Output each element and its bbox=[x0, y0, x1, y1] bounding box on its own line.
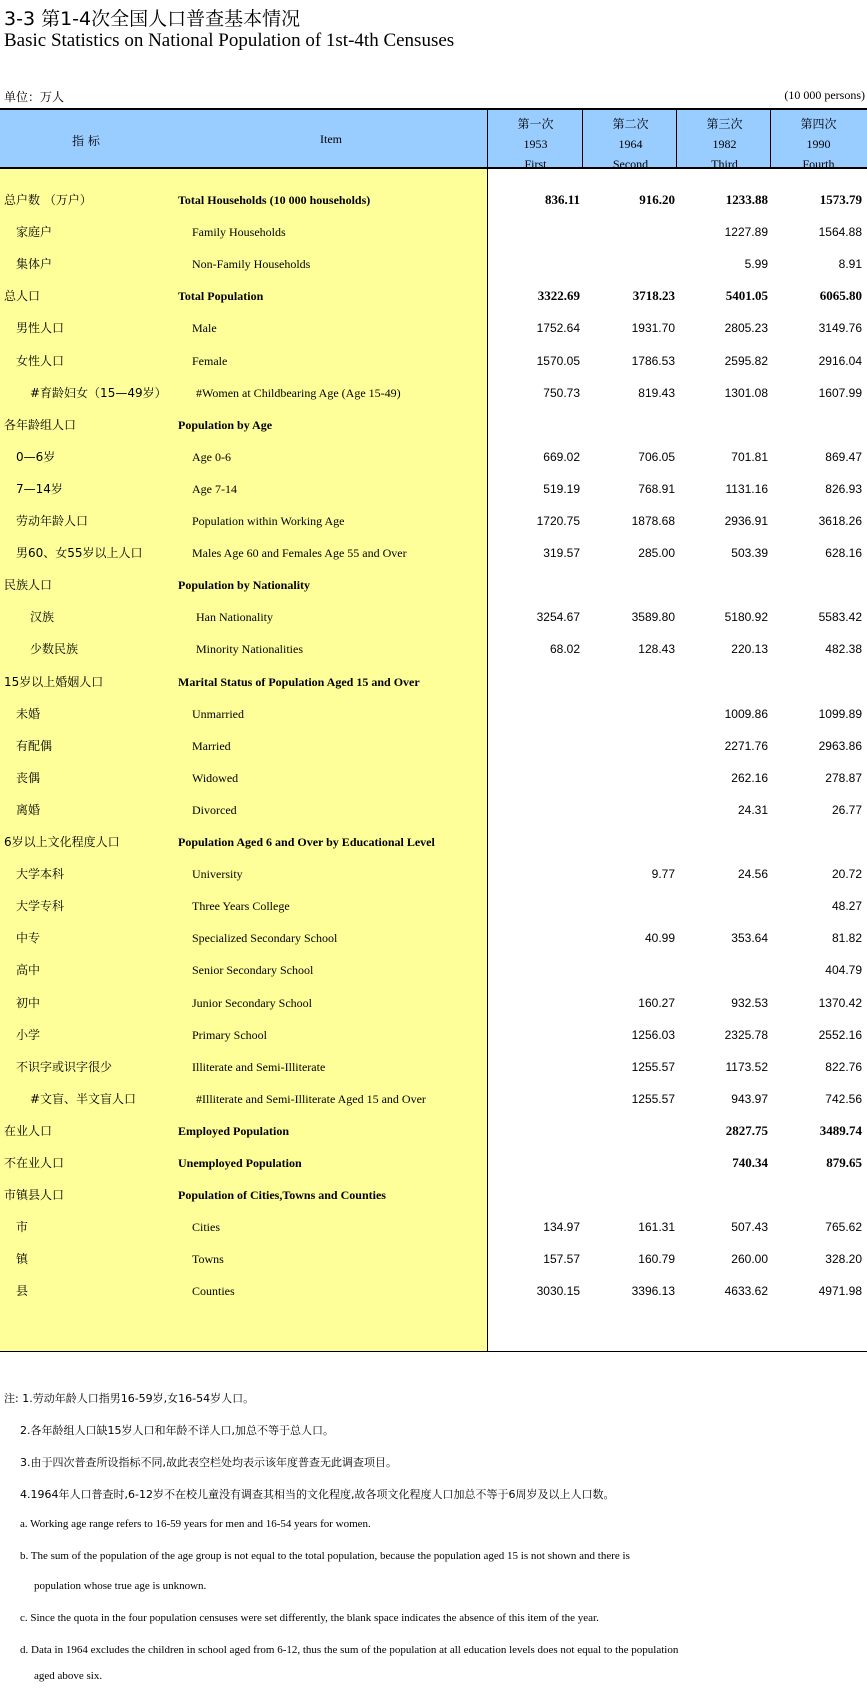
row-label-chinese: 高中 bbox=[16, 963, 41, 978]
row-label-english: Male bbox=[192, 321, 217, 336]
page-title-chinese: 3-3 第1-4次全国人口普查基本情况 bbox=[4, 8, 301, 30]
row-value: 9.77 bbox=[651, 867, 675, 882]
row-label-english: Total Population bbox=[178, 289, 264, 304]
table-row bbox=[0, 254, 867, 274]
column-divider bbox=[582, 108, 583, 169]
row-label-english: Males Age 60 and Females Age 55 and Over bbox=[192, 546, 407, 561]
table-row bbox=[0, 1153, 867, 1173]
row-label-chinese: 民族人口 bbox=[4, 578, 53, 593]
table-row bbox=[0, 1185, 867, 1205]
table-row bbox=[0, 864, 867, 884]
row-value: 1720.75 bbox=[536, 514, 580, 528]
row-label-chinese: 丧偶 bbox=[16, 770, 41, 785]
row-value: 2916.04 bbox=[818, 353, 862, 368]
row-value: 160.27 bbox=[638, 995, 675, 1010]
row-label-chinese: 县 bbox=[16, 1284, 29, 1299]
row-label-english: Minority Nationalities bbox=[196, 642, 303, 657]
row-value: 1301.08 bbox=[724, 385, 768, 400]
row-label-chinese: 0—6岁 bbox=[16, 449, 56, 464]
row-label-chinese: 中专 bbox=[16, 931, 41, 946]
row-label-english: Junior Secondary School bbox=[192, 995, 312, 1010]
row-label-english: Specialized Secondary School bbox=[192, 931, 338, 946]
row-label-english: Population Aged 6 and Over by Educational Level bbox=[178, 835, 435, 849]
note-3: 3.由于四次普查所设指标不同,故此表空栏处均表示该年度普查无此调查项目。 bbox=[20, 1456, 397, 1469]
header-col-en: Third bbox=[711, 157, 738, 171]
row-value: 262.16 bbox=[731, 770, 768, 785]
row-value: 5401.05 bbox=[725, 288, 768, 304]
row-value: 765.62 bbox=[825, 1220, 862, 1235]
row-value: 482.38 bbox=[825, 642, 862, 657]
table-row bbox=[0, 704, 867, 724]
header-col-en: First bbox=[524, 157, 547, 171]
row-value: 285.00 bbox=[638, 546, 675, 561]
row-value: 826.93 bbox=[825, 481, 862, 496]
table-row bbox=[0, 1057, 867, 1077]
row-value: 161.31 bbox=[638, 1220, 675, 1235]
row-value: 353.64 bbox=[731, 931, 768, 946]
row-label-chinese: 离婚 bbox=[16, 802, 41, 817]
row-value: 879.65 bbox=[826, 1155, 862, 1170]
row-value: 1255.57 bbox=[631, 1091, 675, 1106]
row-value: 81.82 bbox=[831, 931, 862, 946]
row-label-chinese: 少数民族 bbox=[30, 642, 79, 657]
row-value: 24.31 bbox=[737, 802, 768, 817]
row-label-chinese: 7—14岁 bbox=[16, 481, 63, 496]
row-value: 128.43 bbox=[638, 642, 675, 657]
row-value: 20.72 bbox=[831, 867, 862, 882]
table-row bbox=[0, 190, 867, 210]
header-col-en: Fourth bbox=[802, 157, 835, 171]
row-value: 1227.89 bbox=[724, 225, 768, 240]
row-value: 916.20 bbox=[639, 192, 675, 207]
table-row bbox=[0, 832, 867, 852]
row-value: 404.79 bbox=[825, 963, 862, 978]
row-value: 706.05 bbox=[638, 449, 675, 464]
note-1: 注: 1.劳动年龄人口指男16-59岁,女16-54岁人口。 bbox=[4, 1392, 255, 1405]
row-label-chinese: 总人口 bbox=[4, 289, 41, 304]
table-row bbox=[0, 993, 867, 1013]
row-label-chinese: 总户数 （万户） bbox=[4, 193, 92, 207]
table-row bbox=[0, 1249, 867, 1269]
row-value: 24.56 bbox=[737, 867, 768, 882]
row-value: 4633.62 bbox=[724, 1284, 768, 1299]
row-label-english: Population by Age bbox=[178, 417, 273, 432]
table-row bbox=[0, 1281, 867, 1301]
row-value: 5583.42 bbox=[818, 610, 862, 625]
header-col-1953 bbox=[488, 114, 583, 174]
row-value: 328.20 bbox=[825, 1252, 862, 1267]
row-value: 1099.89 bbox=[818, 706, 862, 721]
header-col-en: Second bbox=[612, 157, 649, 171]
row-label-english: Unemployed Population bbox=[178, 1156, 302, 1170]
row-value: 4971.98 bbox=[818, 1284, 862, 1299]
row-value: 507.43 bbox=[731, 1220, 768, 1235]
row-label-chinese: #文盲、半文盲人口 bbox=[30, 1091, 137, 1106]
row-label-english: Han Nationality bbox=[196, 610, 273, 625]
note-b-cont: population whose true age is unknown. bbox=[34, 1580, 207, 1592]
row-value: 519.19 bbox=[543, 481, 580, 496]
table-row bbox=[0, 1121, 867, 1141]
row-value: 1173.52 bbox=[725, 1059, 768, 1074]
row-label-english: Three Years College bbox=[192, 899, 290, 914]
row-label-english: Age 7-14 bbox=[192, 481, 237, 496]
census-table bbox=[0, 108, 867, 1351]
row-value: 819.43 bbox=[638, 385, 675, 400]
row-value: 701.81 bbox=[731, 449, 768, 464]
row-label-english: Towns bbox=[192, 1252, 224, 1267]
row-label-english: Widowed bbox=[192, 770, 239, 785]
row-label-chinese: 男60、女55岁以上人口 bbox=[16, 546, 143, 561]
row-value: 2552.16 bbox=[818, 1027, 862, 1042]
row-label-english: Family Households bbox=[192, 225, 286, 240]
row-label-chinese: 小学 bbox=[16, 1027, 41, 1042]
row-label-english: Married bbox=[192, 738, 231, 753]
unit-label-english: (10 000 persons) bbox=[784, 88, 865, 102]
header-indicator: 指 标 bbox=[72, 134, 100, 148]
row-value: 1931.70 bbox=[631, 321, 675, 336]
row-label-english: Population of Cities,Towns and Counties bbox=[178, 1188, 386, 1203]
row-value: 157.57 bbox=[543, 1252, 580, 1267]
row-value: 2271.76 bbox=[724, 738, 768, 753]
row-label-chinese: 在业人口 bbox=[4, 1123, 53, 1138]
header-col-year: 1982 bbox=[712, 137, 737, 151]
row-value: 40.99 bbox=[644, 931, 675, 946]
note-a: a. Working age range refers to 16-59 years for men and 16-54 years for women. bbox=[20, 1518, 371, 1530]
note-c: c. Since the quota in the four population censuses were set differently, the blank space indicates the absence of this item of the year. bbox=[20, 1612, 599, 1624]
header-col-cn: 第三次 bbox=[706, 117, 743, 131]
row-value: 26.77 bbox=[831, 802, 862, 817]
row-label-chinese: 大学专科 bbox=[16, 899, 65, 914]
row-label-chinese: 未婚 bbox=[16, 706, 41, 721]
table-row bbox=[0, 768, 867, 788]
row-label-chinese: 不识字或识字很少 bbox=[16, 1059, 113, 1074]
table-row bbox=[0, 1217, 867, 1237]
row-label-chinese: 镇 bbox=[16, 1252, 29, 1267]
table-row bbox=[0, 672, 867, 692]
row-label-english: Counties bbox=[192, 1284, 235, 1299]
row-label-english: Non-Family Households bbox=[192, 257, 311, 272]
row-value: 2936.91 bbox=[724, 514, 768, 528]
row-label-chinese: 劳动年龄人口 bbox=[16, 514, 89, 528]
note-2: 2.各年龄组人口缺15岁人口和年龄不详人口,加总不等于总人口。 bbox=[20, 1424, 334, 1437]
table-row bbox=[0, 415, 867, 435]
table-row bbox=[0, 607, 867, 627]
table-row bbox=[0, 383, 867, 403]
row-label-chinese: 各年龄组人口 bbox=[4, 417, 77, 432]
row-value: 3589.80 bbox=[631, 610, 675, 625]
row-value: 1570.05 bbox=[536, 353, 580, 368]
row-value: 2827.75 bbox=[725, 1122, 768, 1138]
row-value: 1256.03 bbox=[631, 1027, 675, 1042]
column-divider bbox=[676, 108, 677, 169]
row-value: 2963.86 bbox=[818, 738, 862, 753]
table-row bbox=[0, 960, 867, 980]
table-row bbox=[0, 800, 867, 820]
row-value: 3618.26 bbox=[818, 514, 862, 528]
row-value: 1564.88 bbox=[818, 225, 862, 240]
table-header bbox=[0, 108, 867, 169]
row-label-chinese: #育龄妇女（15—49岁） bbox=[30, 385, 167, 400]
row-label-chinese: 汉族 bbox=[30, 610, 55, 625]
row-value: 220.13 bbox=[731, 642, 768, 657]
table-row bbox=[0, 318, 867, 338]
row-value: 6065.80 bbox=[819, 288, 862, 304]
table-row bbox=[0, 447, 867, 467]
table-row bbox=[0, 896, 867, 916]
row-label-english: Senior Secondary School bbox=[192, 963, 314, 978]
row-label-english: University bbox=[192, 867, 243, 882]
row-label-chinese: 市镇县人口 bbox=[4, 1188, 65, 1203]
header-col-year: 1964 bbox=[618, 137, 643, 151]
table-row bbox=[0, 511, 867, 531]
row-value: 1786.53 bbox=[631, 353, 675, 368]
row-value: 3322.69 bbox=[537, 288, 580, 304]
row-value: 134.97 bbox=[543, 1220, 580, 1235]
row-label-chinese: 不在业人口 bbox=[4, 1156, 65, 1170]
row-label-chinese: 6岁以上文化程度人口 bbox=[4, 835, 120, 849]
row-value: 68.02 bbox=[549, 642, 580, 657]
row-label-english: Population within Working Age bbox=[192, 514, 345, 528]
header-col-cn: 第二次 bbox=[612, 117, 649, 131]
row-value: 742.56 bbox=[825, 1091, 862, 1106]
table-row bbox=[0, 1025, 867, 1045]
row-value: 750.73 bbox=[543, 385, 580, 400]
row-value: 278.87 bbox=[825, 770, 862, 785]
row-value: 669.02 bbox=[543, 449, 580, 464]
row-label-chinese: 有配偶 bbox=[16, 738, 53, 753]
unit-label-chinese: 单位：万人 bbox=[4, 90, 65, 104]
row-value: 1255.57 bbox=[631, 1059, 675, 1074]
row-label-chinese: 大学本科 bbox=[16, 867, 65, 882]
row-label-chinese: 家庭户 bbox=[16, 225, 53, 240]
header-col-cn: 第四次 bbox=[800, 117, 837, 131]
table-row bbox=[0, 928, 867, 948]
page-title-english: Basic Statistics on National Population of 1st-4th Censuses bbox=[4, 30, 455, 51]
note-d: d. Data in 1964 excludes the children in school aged from 6-12, thus the sum of the population at all education levels does not equal to the population bbox=[20, 1644, 679, 1656]
table-row bbox=[0, 639, 867, 659]
row-value: 1607.99 bbox=[818, 385, 862, 400]
row-value: 1233.88 bbox=[725, 192, 768, 207]
row-value: 740.34 bbox=[732, 1155, 768, 1170]
row-value: 48.27 bbox=[831, 899, 862, 914]
row-value: 628.16 bbox=[825, 546, 862, 561]
table-row bbox=[0, 1089, 867, 1109]
row-value: 1573.79 bbox=[819, 192, 862, 207]
row-label-english: #Illiterate and Semi-Illiterate Aged 15 and Over bbox=[196, 1091, 426, 1106]
row-label-english: Primary School bbox=[192, 1027, 267, 1042]
row-value: 822.76 bbox=[825, 1059, 862, 1074]
row-value: 932.53 bbox=[731, 995, 768, 1010]
row-value: 8.91 bbox=[838, 257, 862, 272]
row-label-english: Unmarried bbox=[192, 706, 244, 721]
header-col-1964 bbox=[583, 114, 678, 174]
header-col-1990 bbox=[771, 114, 866, 174]
header-col-year: 1953 bbox=[523, 137, 548, 151]
row-value: 1131.16 bbox=[725, 481, 768, 496]
row-label-english: Illiterate and Semi-Illiterate bbox=[192, 1059, 326, 1074]
row-value: 160.79 bbox=[638, 1252, 675, 1267]
row-value: 3149.76 bbox=[818, 321, 862, 336]
table-row bbox=[0, 351, 867, 371]
header-col-1982 bbox=[677, 114, 772, 174]
table-row bbox=[0, 222, 867, 242]
row-label-english: Population by Nationality bbox=[178, 578, 311, 593]
row-value: 768.91 bbox=[638, 481, 675, 496]
row-label-english: #Women at Childbearing Age (Age 15-49) bbox=[196, 385, 401, 400]
row-label-chinese: 15岁以上婚姻人口 bbox=[4, 674, 104, 689]
table-row bbox=[0, 543, 867, 563]
row-value: 3718.23 bbox=[632, 288, 675, 304]
row-value: 3030.15 bbox=[536, 1284, 580, 1299]
row-label-english: Cities bbox=[192, 1220, 221, 1235]
row-value: 2595.82 bbox=[724, 353, 768, 368]
row-label-english: Marital Status of Population Aged 15 and Over bbox=[178, 674, 420, 689]
row-value: 1752.64 bbox=[536, 321, 580, 336]
row-value: 503.39 bbox=[731, 546, 768, 561]
note-d-cont: aged above six. bbox=[34, 1670, 103, 1682]
row-label-chinese: 初中 bbox=[16, 995, 41, 1010]
row-label-english: Total Households (10 000 households) bbox=[178, 193, 371, 207]
row-label-english: Age 0-6 bbox=[192, 449, 231, 464]
table-row bbox=[0, 575, 867, 595]
table-row bbox=[0, 479, 867, 499]
header-col-cn: 第一次 bbox=[517, 117, 554, 131]
row-value: 1009.86 bbox=[724, 706, 768, 721]
row-value: 836.11 bbox=[544, 192, 580, 207]
column-divider bbox=[770, 108, 771, 169]
row-value: 1370.42 bbox=[818, 995, 862, 1010]
row-value: 3254.67 bbox=[536, 610, 580, 625]
row-value: 3396.13 bbox=[631, 1284, 675, 1299]
table-row bbox=[0, 286, 867, 306]
label-column-background bbox=[0, 169, 487, 1351]
row-label-chinese: 女性人口 bbox=[16, 353, 65, 368]
row-value: 260.00 bbox=[731, 1252, 768, 1267]
note-4: 4.1964年人口普查时,6-12岁不在校儿童没有调查其相当的文化程度,故各项文化程度人口加总不等于6周岁及以上人口数。 bbox=[20, 1488, 615, 1501]
header-item: Item bbox=[320, 132, 342, 146]
note-b: b. The sum of the population of the age group is not equal to the total population, because the population aged 15 is not shown and there is bbox=[20, 1550, 630, 1562]
row-label-english: Female bbox=[192, 353, 228, 368]
header-col-year: 1990 bbox=[806, 137, 831, 151]
row-value: 5.99 bbox=[744, 257, 768, 272]
row-label-english: Employed Population bbox=[178, 1123, 290, 1138]
row-value: 943.97 bbox=[731, 1091, 768, 1106]
row-label-english: Divorced bbox=[192, 802, 237, 817]
row-value: 869.47 bbox=[825, 449, 862, 464]
row-value: 2805.23 bbox=[724, 321, 768, 336]
row-label-chinese: 市 bbox=[16, 1220, 29, 1235]
row-value: 1878.68 bbox=[631, 514, 675, 528]
row-value: 5180.92 bbox=[724, 610, 768, 625]
row-value: 3489.74 bbox=[819, 1122, 862, 1138]
row-value: 319.57 bbox=[543, 546, 580, 561]
row-label-chinese: 男性人口 bbox=[16, 321, 65, 336]
row-label-chinese: 集体户 bbox=[16, 257, 53, 272]
table-bottom-rule bbox=[0, 1351, 867, 1352]
row-value: 2325.78 bbox=[724, 1027, 768, 1042]
table-row bbox=[0, 736, 867, 756]
